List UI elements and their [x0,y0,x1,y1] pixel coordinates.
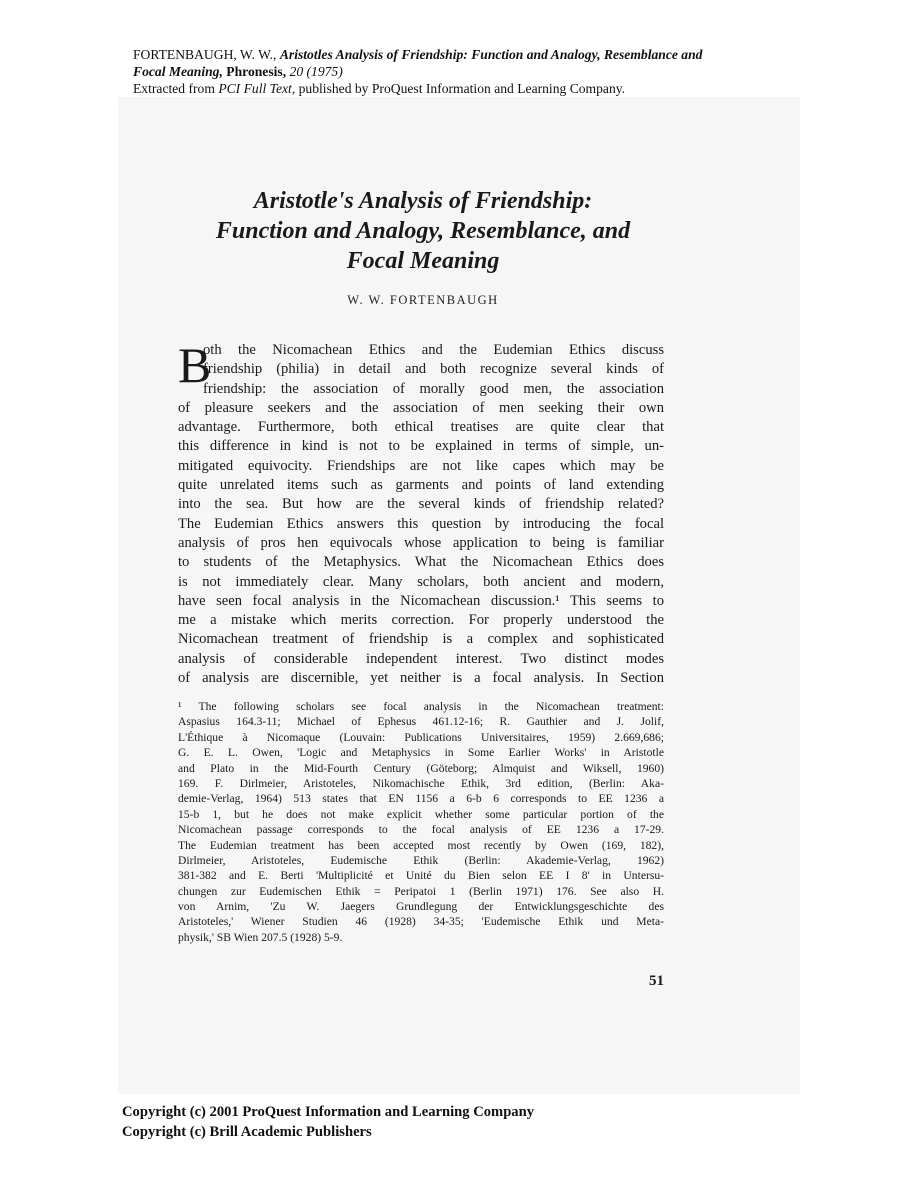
extract-source: PCI Full Text, [218,81,296,96]
body-line: mitigated equivocity. Friendships are not like capes which may be [178,457,664,474]
footnote-line: Dirlmeier, Aristoteles, Eudemische Ethik (Berlin: Akademie-Verlag, 1962) [178,853,664,867]
footnote-line: Aristoteles,' Wiener Studien 46 (1928) 34-35; 'Eudemische Ethik und Meta- [178,915,664,929]
footnote [178,699,664,945]
body-line: oth the Nicomachean Ethics and the Eudemian Ethics discuss [203,342,664,358]
body-line: have seen focal analysis in the Nicomachean discussion.¹ This seems to [178,592,664,609]
body-line: quite unrelated items such as garments and points of land extending [178,477,664,494]
extract-prefix: Extracted from [133,81,215,96]
citation-volume: 20 (1975) [289,64,343,79]
footnote-line: 15-b 1, but he does not make explicit whether some particular portion of the [178,807,664,821]
footnote-line: G. E. L. Owen, 'Logic and Metaphysics in Some Earlier Works' in Aristotle [178,746,664,760]
extract-suffix: published by ProQuest Information and Learning Company. [298,81,626,96]
copyright-line-1: Copyright (c) 2001 ProQuest Information and Learning Company [122,1104,535,1120]
page-number: 51 [649,973,664,989]
body-line: of analysis are discernible, yet neither is a focal analysis. In Section [178,670,664,687]
drop-cap: B [178,337,212,393]
body-paragraph [178,337,664,688]
footnote-line: chungen zur Eudemischen Ethik = Peripatoi 1 (Berlin 1971) 176. See also H. [178,884,664,898]
footnote-line: and Plato in the Mid-Fourth Century (Göteborg; Almquist and Wiksell, 1960) [178,761,664,775]
footnote-line: von Arnim, 'Zu W. Jaegers Grundlegung der Entwicklungsgeschichte des [178,900,664,914]
body-line: friendship: the association of morally good men, the association [203,380,664,397]
body-line: is not immediately clear. Many scholars, both ancient and modern, [178,573,664,590]
body-line: this difference in kind is not to be explained in terms of simple, un- [178,438,664,455]
body-line: The Eudemian Ethics answers this question by introducing the focal [178,515,664,532]
footnote-line: The Eudemian treatment has been accepted most recently by Owen (169, 182), [178,838,664,852]
footnote-line: demie-Verlag, 1964) 513 states that EN 1156 a 6-b 6 corresponds to EE 1236 a [178,792,664,806]
citation-title-cont: Focal Meaning, [133,64,223,79]
citation-title: Aristotles Analysis of Friendship: Function and Analogy, Resemblance and [279,47,703,62]
article-title [180,186,666,276]
citation-line-2 [133,63,813,80]
body-line: advantage. Furthermore, both ethical treatises are quite clear that [178,419,664,436]
footnote-line: 381-382 and E. Berti 'Multiplicité et Unité du Bien selon EE I 8' in Untersu- [178,869,664,883]
body-line: of pleasure seekers and the association of men seeking their own [178,399,664,416]
citation-author: FORTENBAUGH, W. W., [133,47,277,62]
article-author: W. W. FORTENBAUGH [347,293,499,307]
body-line: into the sea. But how are the several kinds of friendship related? [178,496,664,513]
title-line-2: Function and Analogy, Resemblance, and [215,218,631,244]
footnote-line: Nicomachean passage corresponds to the focal analysis of EE 1236 a 17-29. [178,823,664,837]
citation-header [133,46,813,97]
title-line-3: Focal Meaning [346,248,500,274]
body-line: analysis of considerable independent interest. Two distinct modes [178,650,664,667]
footnote-line: L'Éthique à Nicomaque (Louvain: Publications Universitaires, 1959) 2.669,686; [178,730,664,744]
footnote-line: ¹ The following scholars see focal analysis in the Nicomachean treatment: [178,700,664,713]
footnote-line: Aspasius 164.3-11; Michael of Ephesus 461.12-16; R. Gauthier and J. Jolif, [178,715,664,729]
body-line: Nicomachean treatment of friendship is a complex and sophisticated [178,631,664,648]
citation-line-1 [133,46,813,63]
body-line: me a mistake which merits correction. For properly understood the [178,612,664,629]
citation-line-3 [133,80,813,97]
body-line: friendship (philia) in detail and both recognize several kinds of [203,361,664,378]
body-line: analysis of pros hen equivocals whose application to being is familiar [178,534,664,551]
copyright-line-2: Copyright (c) Brill Academic Publishers [122,1124,372,1140]
footnote-line: physik,' SB Wien 207.5 (1928) 5-9. [178,930,343,944]
footnote-line: 169. F. Dirlmeier, Aristoteles, Nikomachische Ethik, 3rd edition, (Berlin: Aka- [178,776,664,790]
copyright-footer [122,1102,722,1142]
body-line: to students of the Metaphysics. What the Nicomachean Ethics does [178,554,664,571]
title-line-1: Aristotle's Analysis of Friendship: [253,188,593,214]
citation-journal: Phronesis, [226,64,287,79]
